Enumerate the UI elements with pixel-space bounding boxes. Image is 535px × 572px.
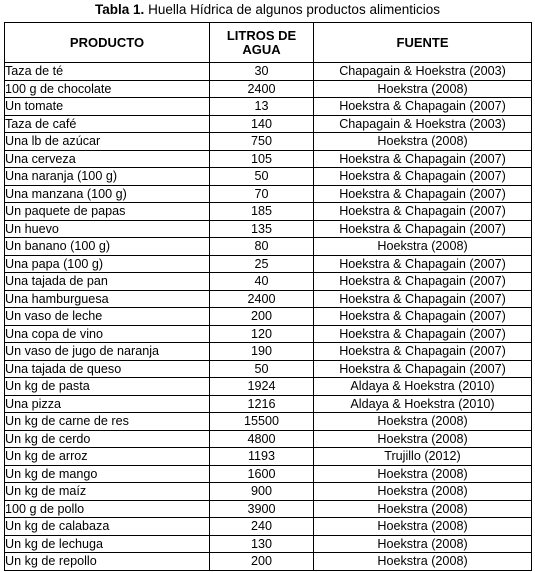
cell-fuente: Trujillo (2012) — [314, 448, 532, 466]
water-footprint-table — [4, 22, 532, 571]
cell-fuente: Hoekstra (2008) — [314, 133, 532, 151]
table-row — [5, 395, 532, 413]
cell-producto: Una naranja (100 g) — [5, 168, 210, 186]
cell-producto: Una pizza — [5, 395, 210, 413]
cell-litros: 900 — [210, 483, 314, 501]
cell-fuente: Hoekstra & Chapagain (2007) — [314, 308, 532, 326]
caption-text: Huella Hídrica de algunos productos alimenticios — [144, 2, 440, 17]
table-row — [5, 518, 532, 536]
table-row — [5, 185, 532, 203]
cell-producto: Un kg de repollo — [5, 553, 210, 571]
cell-producto: Una cerveza — [5, 150, 210, 168]
cell-producto: 100 g de pollo — [5, 500, 210, 518]
table-row — [5, 80, 532, 98]
cell-fuente: Hoekstra & Chapagain (2007) — [314, 290, 532, 308]
table-row — [5, 115, 532, 133]
cell-litros: 200 — [210, 553, 314, 571]
cell-litros: 750 — [210, 133, 314, 151]
table-row — [5, 168, 532, 186]
cell-producto: Un kg de arroz — [5, 448, 210, 466]
cell-litros: 50 — [210, 360, 314, 378]
cell-fuente: Hoekstra (2008) — [314, 80, 532, 98]
header-row — [5, 23, 532, 63]
cell-litros: 4800 — [210, 430, 314, 448]
cell-litros: 1600 — [210, 465, 314, 483]
cell-litros: 190 — [210, 343, 314, 361]
table-row — [5, 238, 532, 256]
table-row — [5, 483, 532, 501]
table-row — [5, 308, 532, 326]
table-row — [5, 290, 532, 308]
cell-litros: 135 — [210, 220, 314, 238]
cell-fuente: Hoekstra & Chapagain (2007) — [314, 98, 532, 116]
cell-fuente: Hoekstra (2008) — [314, 413, 532, 431]
cell-fuente: Hoekstra (2008) — [314, 465, 532, 483]
table-row — [5, 500, 532, 518]
cell-producto: Un kg de lechuga — [5, 535, 210, 553]
cell-producto: Una tajada de pan — [5, 273, 210, 291]
cell-litros: 80 — [210, 238, 314, 256]
table-row — [5, 133, 532, 151]
cell-producto: Un banano (100 g) — [5, 238, 210, 256]
cell-producto: Un vaso de jugo de naranja — [5, 343, 210, 361]
cell-litros: 25 — [210, 255, 314, 273]
cell-producto: Un kg de maíz — [5, 483, 210, 501]
cell-producto: Una papa (100 g) — [5, 255, 210, 273]
cell-litros: 130 — [210, 535, 314, 553]
cell-litros: 3900 — [210, 500, 314, 518]
header-fuente: FUENTE — [314, 23, 532, 63]
cell-fuente: Hoekstra & Chapagain (2007) — [314, 273, 532, 291]
cell-fuente: Aldaya & Hoekstra (2010) — [314, 378, 532, 396]
cell-fuente: Hoekstra & Chapagain (2007) — [314, 185, 532, 203]
cell-producto: Una tajada de queso — [5, 360, 210, 378]
cell-litros: 2400 — [210, 290, 314, 308]
table-caption — [0, 2, 535, 18]
cell-fuente: Chapagain & Hoekstra (2003) — [314, 63, 532, 81]
table-row — [5, 535, 532, 553]
cell-fuente: Hoekstra & Chapagain (2007) — [314, 203, 532, 221]
cell-litros: 240 — [210, 518, 314, 536]
table-row — [5, 448, 532, 466]
cell-fuente: Chapagain & Hoekstra (2003) — [314, 115, 532, 133]
cell-fuente: Hoekstra & Chapagain (2007) — [314, 168, 532, 186]
cell-fuente: Hoekstra (2008) — [314, 483, 532, 501]
header-producto: PRODUCTO — [5, 23, 210, 63]
cell-producto: Un kg de calabaza — [5, 518, 210, 536]
cell-producto: Taza de café — [5, 115, 210, 133]
table-row — [5, 465, 532, 483]
cell-litros: 1193 — [210, 448, 314, 466]
cell-producto: Una hamburguesa — [5, 290, 210, 308]
cell-fuente: Hoekstra & Chapagain (2007) — [314, 325, 532, 343]
table-row — [5, 343, 532, 361]
cell-fuente: Hoekstra (2008) — [314, 553, 532, 571]
cell-litros: 70 — [210, 185, 314, 203]
table-row — [5, 360, 532, 378]
cell-producto: Un kg de pasta — [5, 378, 210, 396]
cell-producto: Un paquete de papas — [5, 203, 210, 221]
cell-producto: Un kg de carne de res — [5, 413, 210, 431]
cell-fuente: Hoekstra & Chapagain (2007) — [314, 343, 532, 361]
cell-fuente: Hoekstra (2008) — [314, 430, 532, 448]
table-row — [5, 413, 532, 431]
cell-litros: 120 — [210, 325, 314, 343]
cell-fuente: Hoekstra (2008) — [314, 518, 532, 536]
header-litros-de-agua: LITROS DE AGUA — [210, 23, 314, 63]
cell-litros: 140 — [210, 115, 314, 133]
cell-producto: Un kg de mango — [5, 465, 210, 483]
table-row — [5, 378, 532, 396]
cell-producto: 100 g de chocolate — [5, 80, 210, 98]
cell-litros: 185 — [210, 203, 314, 221]
table-body — [5, 63, 532, 571]
cell-producto: Un huevo — [5, 220, 210, 238]
cell-producto: Un tomate — [5, 98, 210, 116]
table-row — [5, 255, 532, 273]
table-row — [5, 150, 532, 168]
table-row — [5, 553, 532, 571]
cell-producto: Una copa de vino — [5, 325, 210, 343]
cell-fuente: Hoekstra (2008) — [314, 535, 532, 553]
table-row — [5, 325, 532, 343]
cell-producto: Una manzana (100 g) — [5, 185, 210, 203]
cell-producto: Taza de té — [5, 63, 210, 81]
cell-fuente: Aldaya & Hoekstra (2010) — [314, 395, 532, 413]
table-row — [5, 273, 532, 291]
cell-litros: 1216 — [210, 395, 314, 413]
table-row — [5, 430, 532, 448]
cell-fuente: Hoekstra & Chapagain (2007) — [314, 360, 532, 378]
cell-fuente: Hoekstra & Chapagain (2007) — [314, 255, 532, 273]
caption-label: Tabla 1. — [95, 2, 145, 17]
cell-litros: 13 — [210, 98, 314, 116]
table-row — [5, 63, 532, 81]
table-row — [5, 203, 532, 221]
cell-litros: 30 — [210, 63, 314, 81]
cell-litros: 200 — [210, 308, 314, 326]
cell-producto: Un kg de cerdo — [5, 430, 210, 448]
cell-fuente: Hoekstra (2008) — [314, 238, 532, 256]
cell-litros: 2400 — [210, 80, 314, 98]
cell-litros: 1924 — [210, 378, 314, 396]
table-row — [5, 98, 532, 116]
cell-producto: Una lb de azúcar — [5, 133, 210, 151]
cell-fuente: Hoekstra & Chapagain (2007) — [314, 150, 532, 168]
cell-producto: Un vaso de leche — [5, 308, 210, 326]
table-header — [5, 23, 532, 63]
cell-litros: 40 — [210, 273, 314, 291]
cell-fuente: Hoekstra & Chapagain (2007) — [314, 220, 532, 238]
cell-litros: 50 — [210, 168, 314, 186]
cell-fuente: Hoekstra (2008) — [314, 500, 532, 518]
table-row — [5, 220, 532, 238]
cell-litros: 15500 — [210, 413, 314, 431]
cell-litros: 105 — [210, 150, 314, 168]
